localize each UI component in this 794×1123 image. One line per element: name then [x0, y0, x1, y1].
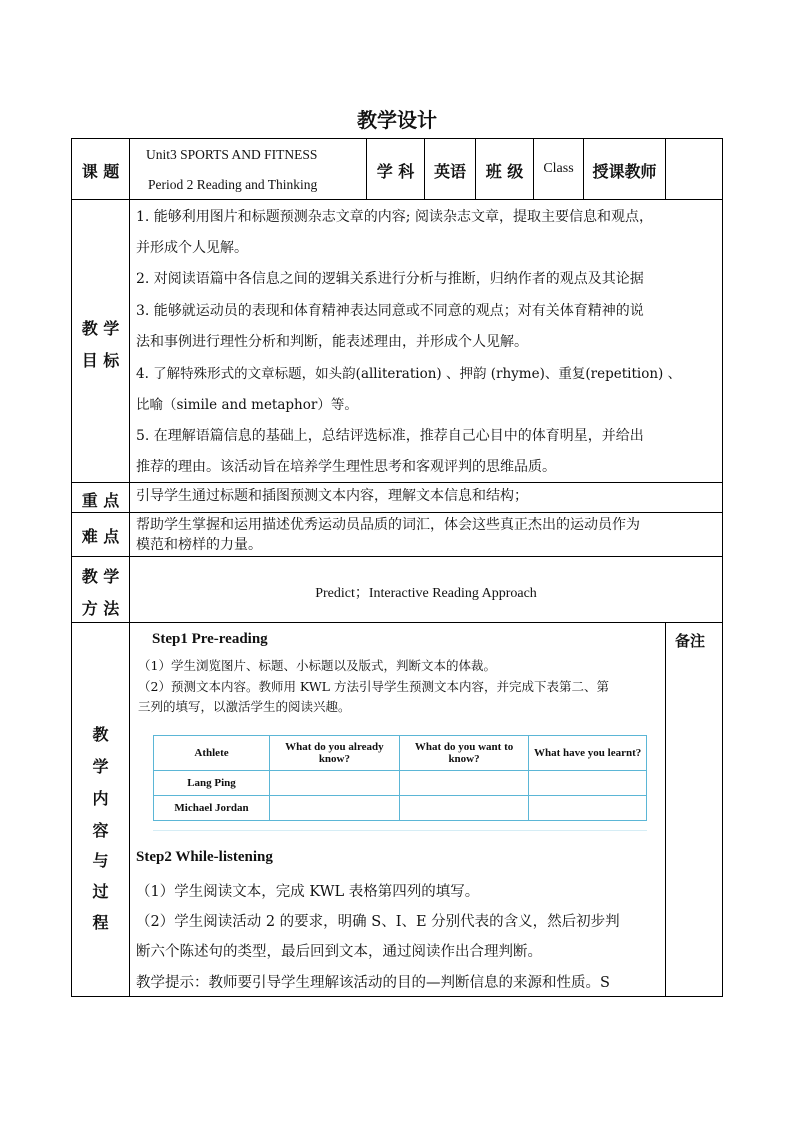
topic-line-1: Unit3 SPORTS AND FITNESS — [146, 147, 318, 162]
kwl-cell[interactable] — [529, 796, 647, 821]
step2-text-2: （2）学生阅读活动 2 的要求，明确 S、I、E 分别代表的含义，然后初步判 — [136, 914, 620, 930]
notes-column-divider — [665, 622, 666, 997]
header-cell-divider — [665, 138, 666, 200]
difficulties-label: 难 点 — [81, 527, 120, 546]
row-divider — [71, 512, 723, 513]
objective-line: 并形成个人见解。 — [136, 240, 248, 256]
objective-line: 3. 能够就运动员的表现和体育精神表达同意或不同意的观点；对有关体育精神的说 — [136, 303, 644, 319]
kwl-athlete-cell: Michael Jordan — [154, 796, 270, 821]
kwl-athlete-cell: Lang Ping — [154, 771, 270, 796]
objective-line: 法和事例进行理性分析和判断，能表述理由，并形成个人见解。 — [136, 334, 528, 350]
process-label-char: 容 — [92, 821, 109, 840]
step2-title: Step2 While-listening — [136, 849, 273, 865]
page-title: 教学设计 — [357, 108, 437, 132]
methods-text: Predict；Interactive Reading Approach — [315, 586, 537, 601]
step2-text-4: 教学提示：教师要引导学生理解该活动的目的—判断信息的来源和性质。S — [136, 975, 610, 991]
process-label-char: 程 — [92, 913, 109, 932]
topic-line-2: Period 2 Reading and Thinking — [148, 177, 318, 192]
kwl-header-cell: What do you already know? — [270, 736, 400, 771]
objective-line: 2. 对阅读语篇中各信息之间的逻辑关系进行分析与推断，归纳作者的观点及其论据 — [136, 271, 644, 287]
topic-label: 课 题 — [81, 162, 120, 181]
objectives-label-1: 教 学 — [81, 319, 120, 338]
kwl-cell[interactable] — [399, 771, 529, 796]
kwl-header-row — [154, 736, 647, 771]
kwl-shadow-line — [153, 830, 647, 831]
process-label-char: 过 — [92, 882, 109, 901]
kwl-cell[interactable] — [399, 796, 529, 821]
table-border-bottom — [71, 996, 723, 997]
subject-label: 学 科 — [376, 162, 415, 181]
process-label-char: 教 — [92, 725, 109, 744]
process-label-char: 与 — [92, 851, 109, 870]
table-row — [154, 771, 647, 796]
step1-text-3: 三列的填写，以激活学生的阅读兴趣。 — [138, 699, 351, 714]
step1-text-1: （1）学生浏览图片、标题、小标题以及版式，判断文本的体裁。 — [138, 658, 496, 673]
difficulties-text-2: 模范和榜样的力量。 — [136, 537, 262, 553]
kwl-header-cell: What have you learnt? — [529, 736, 647, 771]
objectives-label-2: 目 标 — [81, 351, 120, 370]
methods-label-1: 教 学 — [81, 567, 120, 586]
process-label-char: 学 — [92, 757, 109, 776]
process-label-char: 内 — [92, 789, 109, 808]
kwl-cell[interactable] — [270, 771, 400, 796]
row-divider — [71, 482, 723, 483]
row-divider — [71, 199, 723, 200]
table-row — [154, 796, 647, 821]
key-points-text: 引导学生通过标题和插图预测文本内容，理解文本信息和结构； — [136, 488, 528, 504]
class-label: 班 级 — [485, 162, 524, 181]
difficulties-text-1: 帮助学生掌握和运用描述优秀运动员品质的词汇，体会这些真正杰出的运动员作为 — [136, 517, 640, 533]
step2-text-1: （1）学生阅读文本，完成 KWL 表格第四列的填写。 — [136, 884, 480, 900]
label-column-divider — [129, 138, 130, 997]
table-border-top — [71, 138, 723, 139]
key-points-label: 重 点 — [81, 491, 120, 510]
objective-line: 1. 能够利用图片和标题预测杂志文章的内容; 阅读杂志文章，提取主要信息和观点， — [136, 209, 653, 225]
teacher-label: 授课教师 — [592, 162, 657, 181]
objective-line: 比喻（simile and metaphor）等。 — [136, 397, 358, 413]
objective-line: 5. 在理解语篇信息的基础上，总结评选标准，推荐自己心目中的体育明星，并给出 — [136, 428, 644, 444]
kwl-header-cell: Athlete — [154, 736, 270, 771]
kwl-cell[interactable] — [529, 771, 647, 796]
step1-title: Step1 Pre-reading — [152, 631, 268, 647]
notes-label: 备注 — [674, 632, 705, 650]
class-value: Class — [543, 161, 574, 176]
methods-label-2: 方 法 — [81, 599, 120, 618]
row-divider — [71, 556, 723, 557]
row-divider — [71, 622, 723, 623]
objective-line: 推荐的理由。该活动旨在培养学生理性思考和客观评判的思维品质。 — [136, 459, 556, 475]
objective-line: 4. 了解特殊形式的文章标题，如头韵(alliteration) 、押韵 (rhyme)、重复(repetition) 、 — [136, 366, 682, 382]
kwl-cell[interactable] — [270, 796, 400, 821]
step1-text-2: （2）预测文本内容。教师用 KWL 方法引导学生预测文本内容，并完成下表第二、第 — [138, 679, 609, 694]
subject-value: 英语 — [433, 162, 466, 181]
kwl-header-cell: What do you want to know? — [399, 736, 529, 771]
step2-text-3: 断六个陈述句的类型，最后回到文本，通过阅读作出合理判断。 — [136, 944, 542, 960]
table-border-right — [722, 138, 723, 997]
kwl-table — [153, 735, 647, 821]
